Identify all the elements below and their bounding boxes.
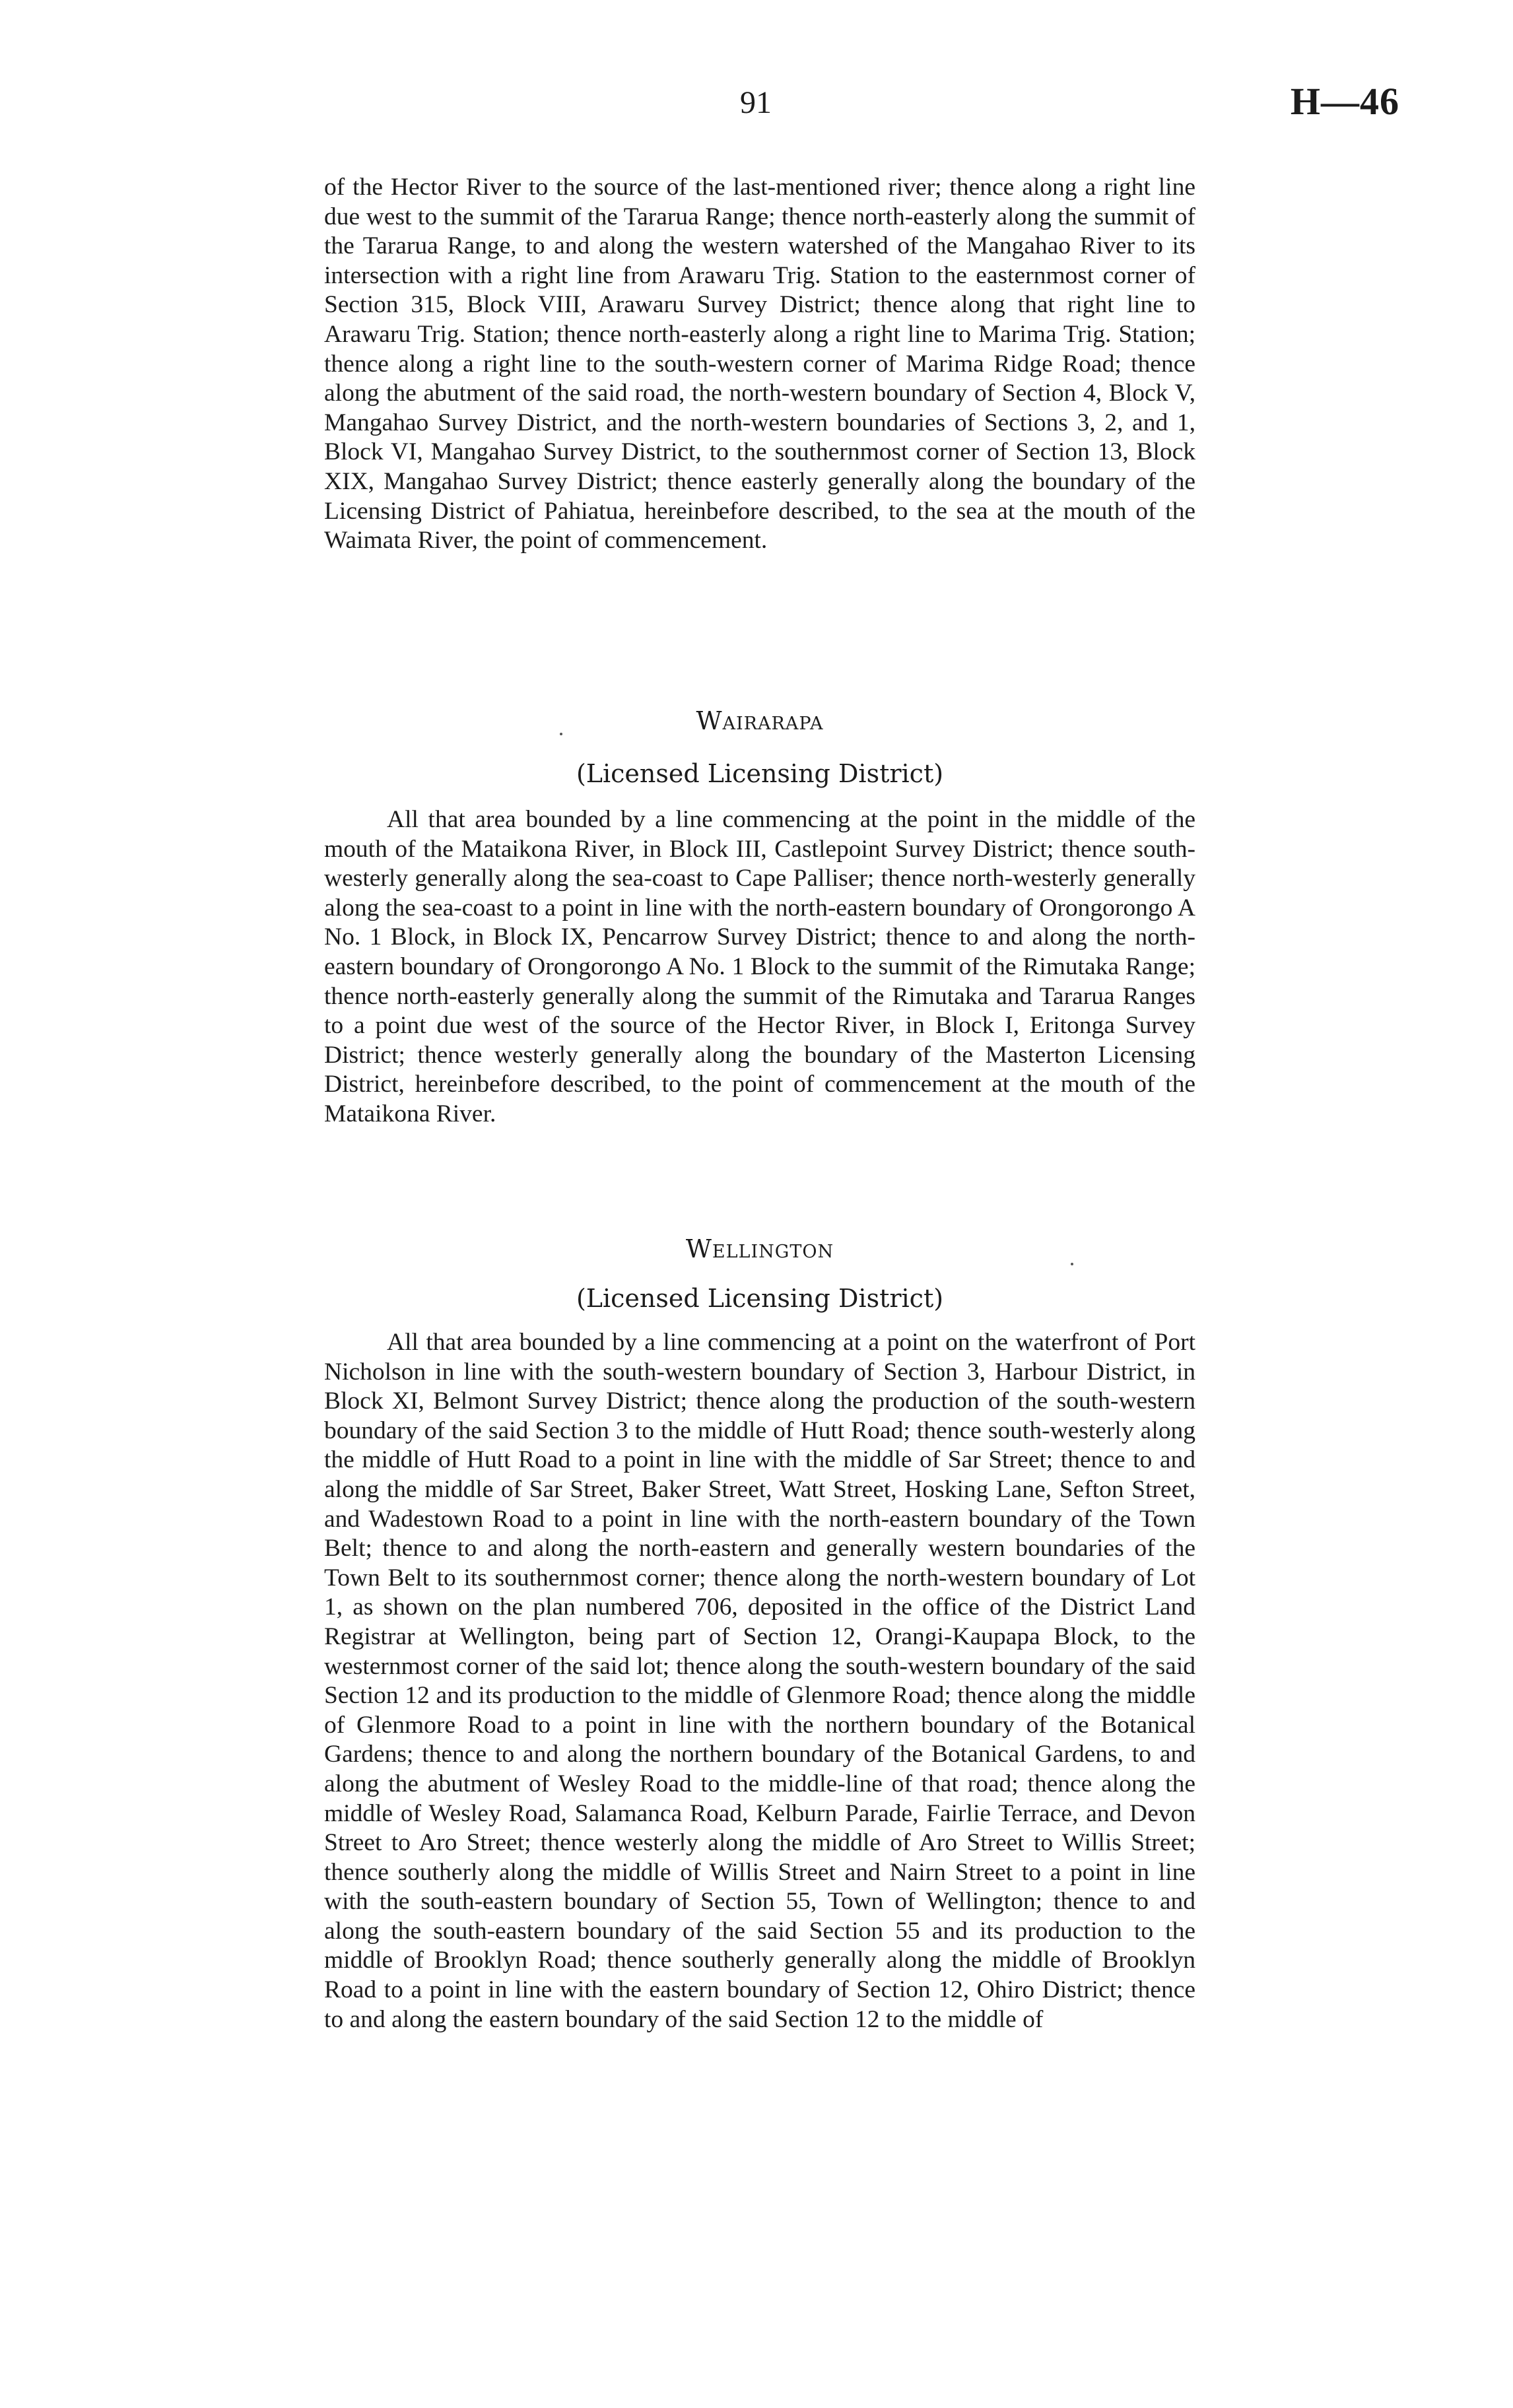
section-subheading-wellington: (Licensed Licensing District) bbox=[576, 1284, 944, 1313]
section-heading-wairarapa: Wairarapa bbox=[696, 706, 824, 735]
wairarapa-paragraph: All that area bounded by a line commencing at the point in the middle of the mouth of the Mataikona River, in Block III, Castlepoint Survey District; thence south-westerly generally along the sea-coast to Cape Palliser; thence north-westerly generally along the sea-coast to a point in line with the north-eastern boundary of Orongorongo A No. 1 Block, in Block IX, Pencarrow Survey District; thence to and along the north-eastern boundary of Orongorongo A No. 1 Block to the summit of the Rimutaka Range; thence north-easterly generally along the summit of the Rimutaka and Tararua Ranges to a point due west of the source of the Hector River, in Block I, Eritonga Survey District; thence westerly generally along the boundary of the Masterton Licensing District, hereinbefore described, to the point of commencement at the mouth of the Mataikona River. bbox=[324, 806, 1195, 1127]
page-number: 91 bbox=[740, 85, 772, 120]
wairarapa-block bbox=[324, 805, 1195, 1129]
wellington-paragraph: All that area bounded by a line commencing at a point on the waterfront of Port Nicholson in line with the south-western boundary of Section 3, Harbour District, in Block XI, Belmont Survey District; thence along the production of the south-western boundary of the said Section 3 to the middle of Hutt Road; thence south-westerly along the middle of Hutt Road to a point in line with the middle of Sar Street; thence to and along the middle of Sar Street, Baker Street, Watt Street, Hosking Lane, Sefton Street, and Wadestown Road to a point in line with the north-eastern boundary of the Town Belt; thence to and along the north-eastern and generally western boundaries of the Town Belt to its southernmost corner; thence along the north-western boundary of Lot 1, as shown on the plan numbered 706, deposited in the office of the District Land Registrar at Wellington, being part of Section 12, Orangi-Kaupapa Block, to the westernmost corner of the said lot; thence along the south-western boundary of the said Section 12 and its production to the middle of Glenmore Road; thence along the middle of Glenmore Road to a point in line with the northern boundary of the Botanical Gardens; thence to and along the northern boundary of the Botanical Gardens, to and along the abutment of Wesley Road to the middle-line of that road; thence along the middle of Wesley Road, Salamanca Road, Kelburn Parade, Fairlie Terrace, and Devon Street to Aro Street; thence westerly along the middle of Aro Street to Willis Street; thence southerly along the middle of Willis Street and Nairn Street to a point in line with the south-eastern boundary of Section 55, Town of Wellington; thence to and along the south-eastern boundary of the said Section 55 and its production to the middle of Brooklyn Road; thence southerly generally along the middle of Brooklyn Road to a point in line with the eastern boundary of Section 12, Ohiro District; thence to and along the eastern boundary of the said Section 12 to the middle of bbox=[324, 1329, 1195, 2033]
wellington-block bbox=[324, 1328, 1195, 2034]
continuation-paragraph: of the Hector River to the source of the last-mentioned river; thence along a right line due west to the summit of the Tararua Range; thence north-easterly along the summit of the Tararua Range, to and along the western watershed of the Mangahao River to its intersection with a right line from Arawaru Trig. Station to the easternmost corner of Section 315, Block VIII, Arawaru Survey District; thence along that right line to Arawaru Trig. Station; thence north-easterly along a right line to Marima Trig. Station; thence along a right line to the south-western corner of Marima Ridge Road; thence along the abutment of the said road, the north-western boundary of Section 4, Block V, Mangahao Survey District, and the north-western boundaries of Sections 3, 2, and 1, Block VI, Mangahao Survey District, to the southernmost corner of Section 13, Block XIX, Mangahao Survey District; thence easterly generally along the boundary of the Licensing District of Pahiatua, hereinbefore described, to the sea at the mouth of the Waimata River, the point of commencement. bbox=[324, 174, 1195, 554]
section-heading-wellington: Wellington bbox=[685, 1234, 834, 1263]
continuation-block bbox=[324, 173, 1195, 556]
document-code: H—46 bbox=[1290, 80, 1399, 123]
section-subheading-wairarapa: (Licensed Licensing District) bbox=[576, 759, 944, 788]
